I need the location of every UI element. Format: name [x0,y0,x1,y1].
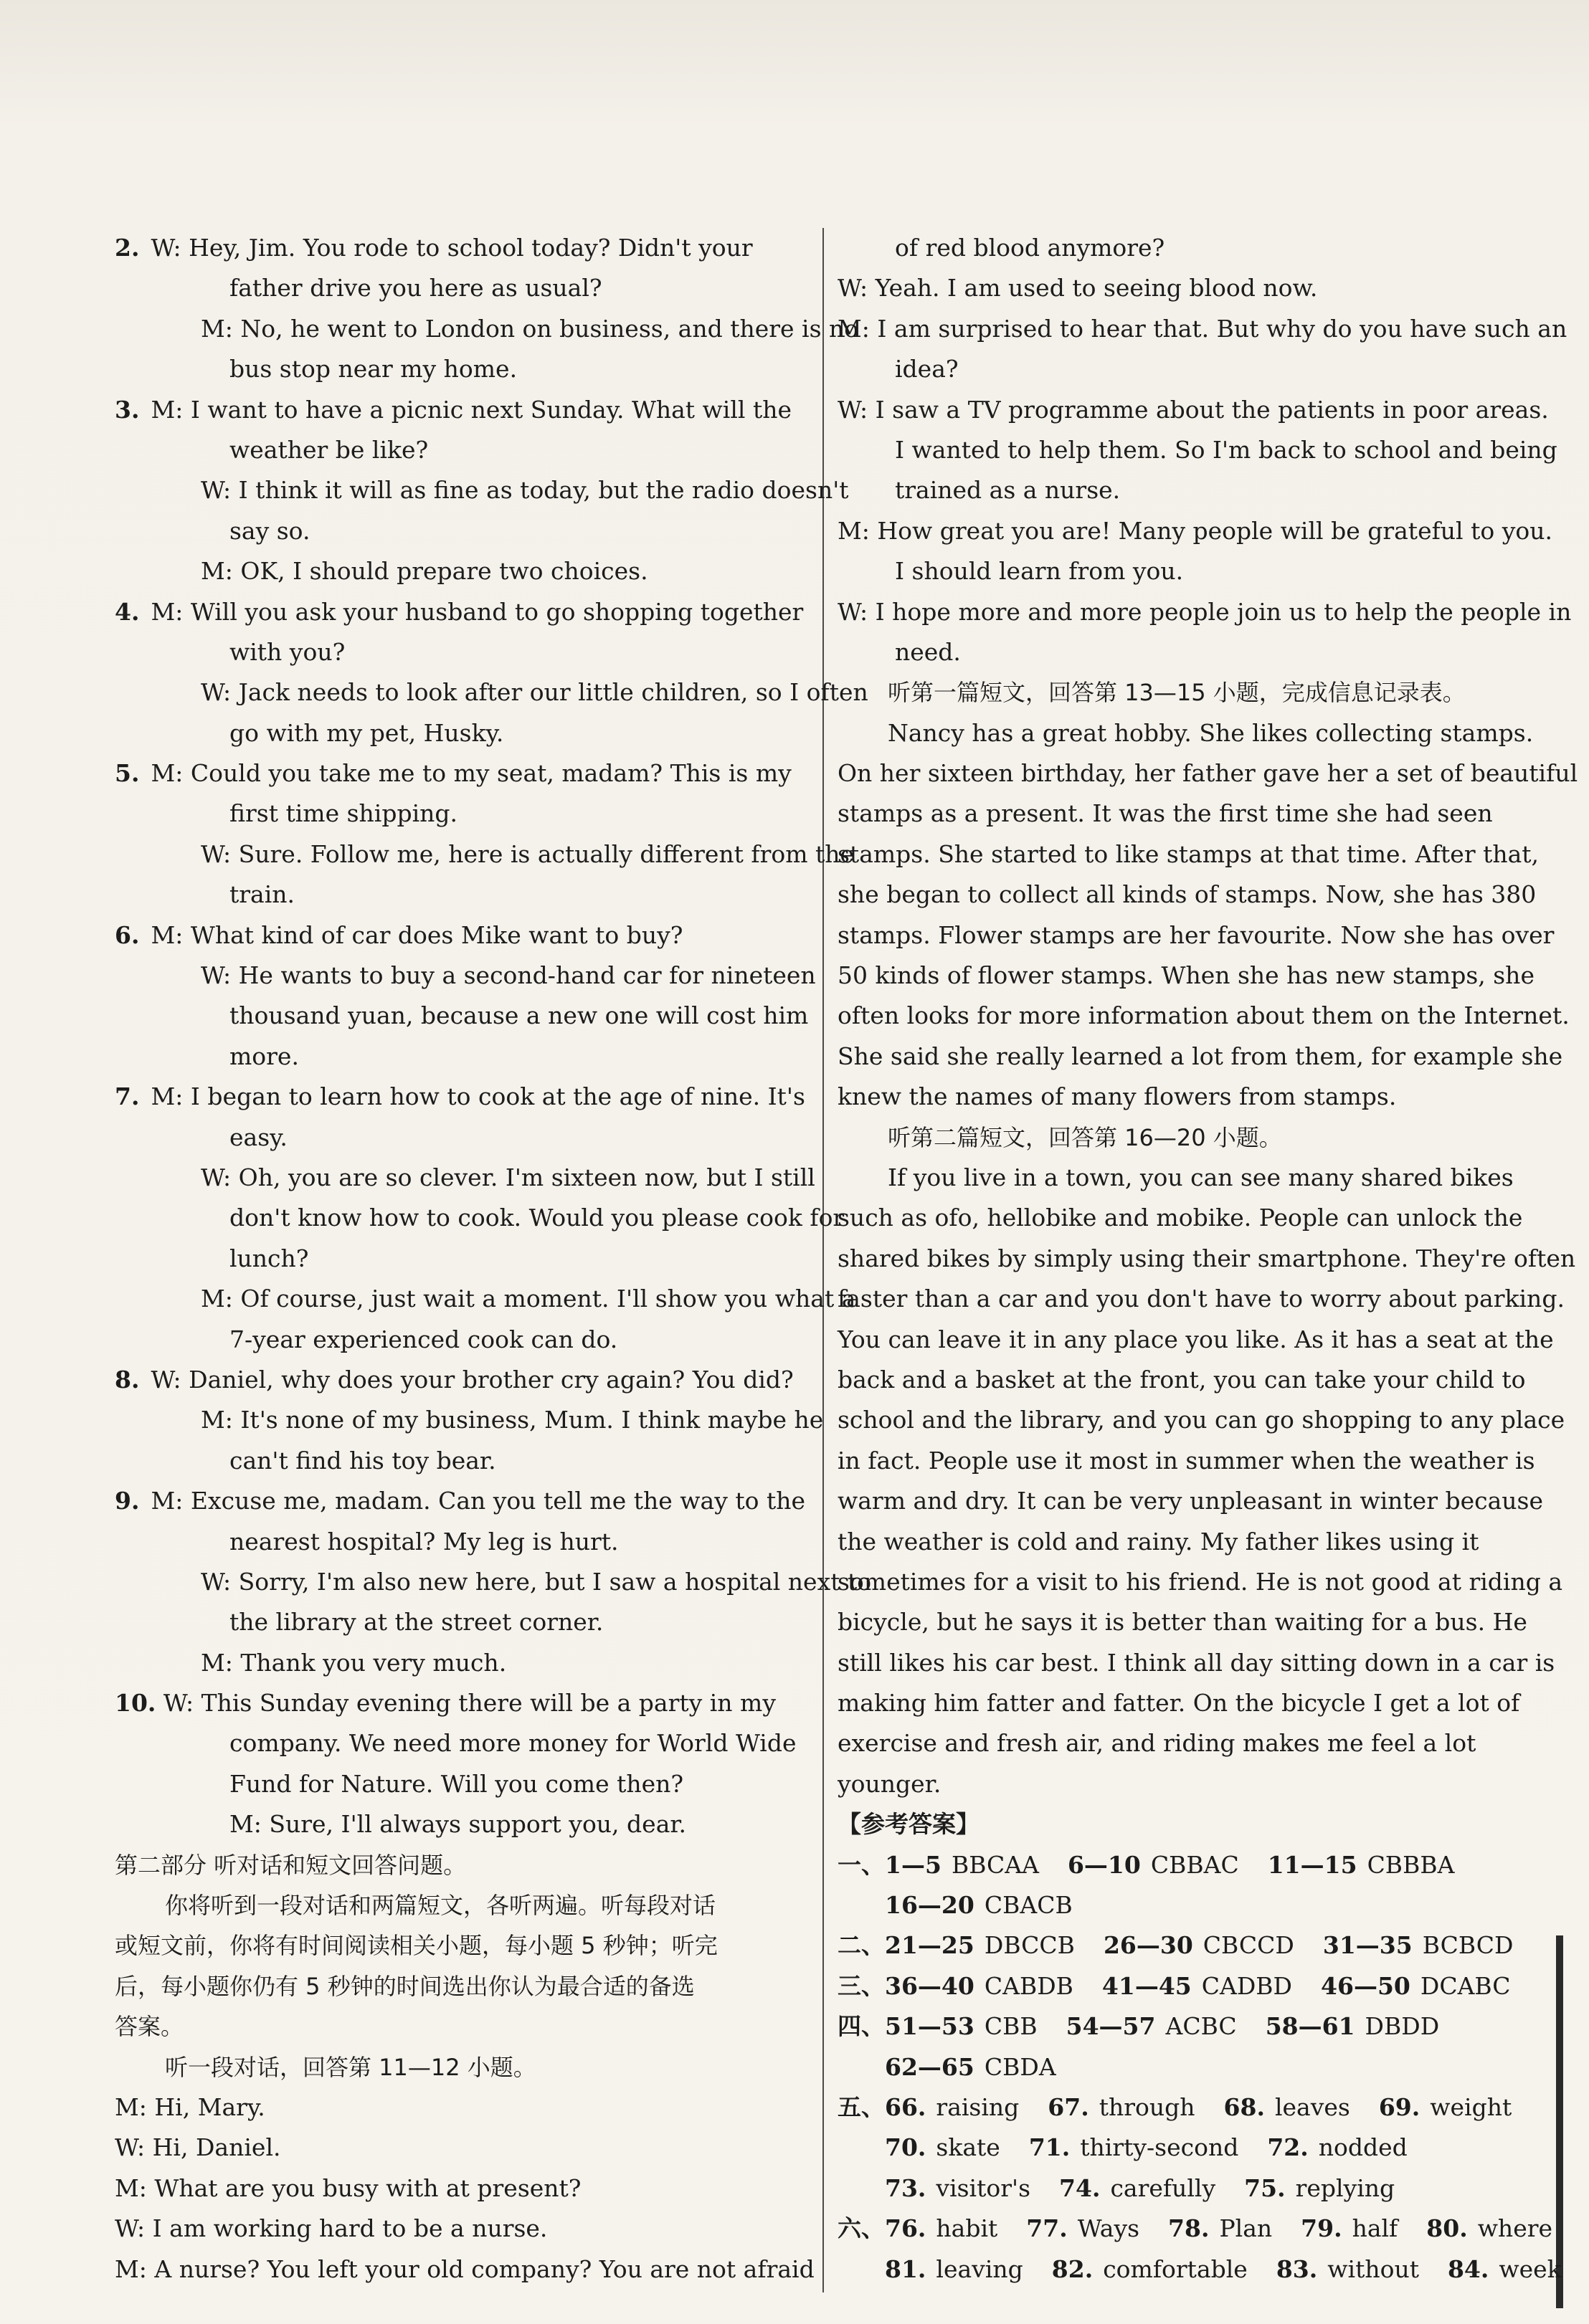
line-text: 7-year experienced cook can do. [229,1325,618,1353]
answer-value: weight [1430,2092,1512,2121]
text-line [838,1602,1527,1642]
line-text: W: Daniel, why does your brother cry again? You did? [151,1365,794,1394]
answer-key: 73. [885,2173,926,2202]
line-text: warm and dry. It can be very unpleasant in winter because [838,1487,1544,1515]
line-text: 答案。 [115,2013,184,2041]
line-text: more. [229,1042,299,1070]
text-line [838,713,1534,753]
text-line [115,1360,803,1400]
line-text: W: He wants to buy a second-hand car for nineteen [201,961,816,990]
text-line [115,309,859,349]
line-text: M: I want to have a picnic next Sunday. What will the [151,395,792,424]
line-text: W: Hey, Jim. You rode to school today? Didn't your [151,234,753,262]
text-line [115,1885,803,1925]
answer-row [838,1966,1510,2006]
text-line [115,349,803,389]
text-line [838,915,1555,956]
text-line [838,1562,1563,1602]
answer-key: 78. [1168,2214,1210,2243]
section-label: 一、 [838,1850,885,1879]
answer-key: 1—5 [885,1850,941,1879]
line-text: If you live in a town, you can see many shared bikes [888,1163,1514,1191]
line-text: M: How great you are! Many people will be grateful to you. [838,516,1552,545]
line-text: On her sixteen birthday, her father gave her a set of beautiful [838,759,1578,788]
line-text: bicycle, but he says it is better than waiting for a bus. He [838,1608,1527,1637]
text-line [115,1279,856,1319]
line-text: Nancy has a great hobby. She likes collecting stamps. [888,718,1534,747]
line-text: in fact. People use it most in summer when the weather is [838,1446,1535,1475]
text-line [838,1643,1555,1683]
line-text: trained as a nurse. [895,476,1121,505]
section-label: 四、 [838,2012,885,2041]
line-text: W: I think it will as fine as today, but the radio doesn't [201,476,849,505]
line-text: I should learn from you. [895,557,1184,586]
text-line [115,956,816,996]
text-line [838,511,1552,551]
text-line [115,875,803,915]
text-line [115,753,803,794]
answer-value: skate [936,2133,1000,2162]
answer-key: 46—50 [1321,1971,1410,2000]
line-text: 后，每小题你仍有 5 秒钟的时间选出你认为最合适的备选 [115,1972,695,2000]
question-number: 8. [115,1365,140,1394]
answer-value: leaving [936,2254,1023,2283]
text-line [838,956,1535,996]
answer-key: 6—10 [1067,1850,1141,1879]
answer-value: CBB [984,2012,1038,2041]
answer-value: visitor's [936,2173,1031,2202]
line-text: stamps. Flower stamps are her favourite. Now she has over [838,920,1555,949]
text-line [838,551,1510,591]
answer-row [838,2128,1510,2168]
line-text: M: No, he went to London on business, and there is no [201,314,859,343]
text-line [838,1239,1576,1279]
line-text: M: Sure, I'll always support you, dear. [229,1810,687,1839]
line-text: the library at the street corner. [229,1608,604,1637]
answer-key: 79. [1301,2214,1342,2243]
text-line [115,1037,803,1077]
line-text: of red blood anymore? [895,234,1165,262]
text-line [115,1602,803,1642]
answer-value: nodded [1318,2133,1408,2162]
answer-key: 51—53 [885,2012,974,2041]
line-text: 听第二篇短文，回答第 16—20 小题。 [888,1123,1282,1151]
line-text: W: Oh, you are so clever. I'm sixteen now, but I still [201,1163,815,1191]
text-line [115,1198,845,1238]
line-text: 你将听到一段对话和两篇短文，各听两遍。听每段对话 [165,1892,716,1920]
text-line [838,470,1510,510]
text-line [115,1077,803,1117]
question-number: 7. [115,1082,140,1111]
answer-row [838,2006,1510,2047]
answer-value: CBACB [984,1891,1073,1920]
text-line [115,470,849,510]
answer-value: without [1327,2254,1419,2283]
answer-key: 82. [1051,2254,1094,2283]
text-line [838,309,1567,349]
text-line [115,1158,815,1198]
answer-value: CBDA [984,2052,1056,2081]
line-text: idea? [895,355,959,384]
text-line [115,713,803,753]
text-line [838,430,1557,470]
text-line [115,996,809,1036]
text-line [838,1158,1514,1198]
line-text: M: A nurse? You left your old company? You are not afraid [115,2254,815,2283]
answer-key: 26—30 [1103,1931,1193,1960]
line-text: 听一段对话，回答第 11—12 小题。 [165,2053,536,2081]
text-line [115,1723,803,1763]
text-line [115,1804,803,1844]
answer-key: 71. [1028,2133,1071,2162]
line-text: with you? [229,637,346,666]
line-text: Fund for Nature. Will you come then? [229,1769,684,1798]
text-line [115,2168,803,2209]
text-line [115,1683,803,1723]
line-text: W: Hi, Daniel. [115,2133,281,2162]
line-text: father drive you here as usual? [229,274,602,303]
line-text: back and a basket at the front, you can take your child to [838,1365,1526,1394]
answer-value: half [1352,2214,1398,2243]
text-line [115,672,868,713]
answer-key: 69. [1378,2092,1420,2121]
text-line [838,349,1510,389]
text-line [115,1118,803,1158]
text-line [838,1279,1565,1319]
answer-value: replying [1295,2173,1395,2202]
text-line [838,996,1570,1036]
line-text: shared bikes by simply using their smartphone. They're often [838,1244,1576,1272]
text-line [838,1037,1563,1077]
line-text: don't know how to cook. Would you please cook for [229,1204,845,1232]
answer-row [838,2249,1562,2290]
line-text: W: This Sunday evening there will be a party in my [163,1689,776,1718]
answer-value: where [1477,2214,1553,2243]
line-text: go with my pet, Husky. [229,718,504,747]
line-text: M: I began to learn how to cook at the age of nine. It's [151,1082,805,1111]
text-line [115,2128,803,2168]
text-line [838,834,1540,875]
answer-value: CADBD [1201,1971,1293,2000]
answer-key: 83. [1276,2254,1318,2283]
answer-key: 36—40 [885,1971,974,2000]
answer-key: 76. [885,2214,926,2243]
line-text: W: Sure. Follow me, here is actually different from the [201,839,855,868]
text-line [115,228,803,268]
answer-value: through [1099,2092,1195,2121]
line-text: bus stop near my home. [229,355,518,384]
answer-row [838,1925,1514,1966]
line-text: she began to collect all kinds of stamps. Now, she has 380 [838,880,1537,909]
line-text: younger. [838,1769,941,1798]
text-line [838,1522,1510,1562]
line-text: school and the library, and you can go shopping to any place [838,1406,1565,1434]
answer-value: CABDB [984,1971,1073,2000]
text-line [115,1400,824,1440]
answer-value: Ways [1077,2214,1140,2243]
section-label: 三、 [838,1971,885,2000]
line-text: stamps. She started to like stamps at that time. After that, [838,839,1540,868]
line-text: say so. [229,516,310,545]
line-text: company. We need more money for World Wide [229,1729,797,1758]
text-line [838,1481,1544,1521]
line-text: thousand yuan, because a new one will cost him [229,1001,809,1030]
answers-heading: 【参考答案】 [838,1810,980,1839]
text-line [115,632,803,672]
answer-value: comfortable [1103,2254,1248,2283]
line-text: M: Hi, Mary. [115,2092,265,2121]
line-text: I wanted to help them. So I'm back to school and being [895,435,1557,464]
text-line [838,1441,1535,1481]
answer-key: 68. [1223,2092,1265,2121]
answer-key: 81. [885,2254,926,2283]
text-line [838,753,1578,794]
line-text: W: Jack needs to look after our little children, so I often [201,678,868,707]
text-line [115,1441,803,1481]
text-line [115,2087,803,2128]
text-line [838,228,1510,268]
line-text: 或短文前，你将有时间阅读相关小题，每小题 5 秒钟；听完 [115,1932,718,1960]
line-text: She said she really learned a lot from them, for example she [838,1042,1563,1070]
text-line [115,2209,803,2249]
line-text: M: Thank you very much. [201,1648,507,1677]
text-line [838,592,1572,632]
line-text: W: I hope more and more people join us to help the people in [838,597,1572,626]
line-text: M: I am surprised to hear that. But why do you have such an [838,314,1567,343]
answer-value: CBBBA [1367,1850,1455,1879]
answer-value: thirty-second [1080,2133,1239,2162]
line-text: W: Yeah. I am used to seeing blood now. [838,274,1318,303]
text-line [838,1683,1520,1723]
line-text: W: Sorry, I'm also new here, but I saw a hospital next to [201,1567,872,1596]
line-text: such as ofo, hellobike and mobike. People can unlock the [838,1204,1523,1232]
line-text: M: Will you ask your husband to go shopping together [151,597,804,626]
line-text: sometimes for a visit to his friend. He is not good at riding a [838,1567,1563,1596]
text-line [115,794,803,834]
text-line [115,1643,803,1683]
text-line [838,1723,1510,1763]
question-number: 10. [115,1689,156,1718]
line-text: You can leave it in any place you like. As it has a seat at the [838,1325,1554,1353]
answer-row [838,2209,1553,2249]
line-text: stamps as a present. It was the first time she had seen [838,799,1493,828]
line-text: M: What are you busy with at present? [115,2173,582,2202]
answer-key: 16—20 [885,1891,974,1920]
text-line [115,834,855,875]
text-line [115,1845,803,1885]
answer-value: Plan [1219,2214,1273,2243]
text-line [115,915,803,956]
question-number: 4. [115,597,140,626]
text-line [838,632,1510,672]
answer-key: 70. [885,2133,926,2162]
line-text: first time shipping. [229,799,458,828]
line-text: need. [895,637,961,666]
column-divider [822,228,824,2292]
answer-value: carefully [1110,2173,1216,2202]
answer-value: BCBCD [1422,1931,1514,1960]
line-text: M: Of course, just wait a moment. I'll show you what a [201,1285,856,1313]
text-line [115,1562,872,1602]
text-line [838,1077,1510,1117]
line-text: M: Excuse me, madam. Can you tell me the way to the [151,1487,805,1515]
answer-value: ACBC [1165,2012,1237,2041]
answer-row [838,2047,1510,2087]
text-line [115,1925,803,1966]
answer-key: 80. [1426,2214,1468,2243]
answer-value: CBCCD [1203,1931,1294,1960]
text-line [115,1320,803,1360]
answer-key: 58—61 [1265,2012,1355,2041]
question-number: 9. [115,1487,140,1515]
answer-row [838,2087,1510,2128]
text-line [115,268,803,308]
line-text: can't find his toy bear. [229,1446,496,1475]
text-line [115,1966,803,2006]
text-line [838,794,1510,834]
section-label: 五、 [838,2092,885,2121]
text-line [838,672,1510,713]
answer-value: CBBAC [1150,1850,1239,1879]
answer-value: leaves [1274,2092,1350,2121]
text-line [115,1239,803,1279]
text-line [115,1481,803,1521]
line-text: W: I saw a TV programme about the patients in poor areas. [838,395,1549,424]
line-text: M: Could you take me to my seat, madam? This is my [151,759,792,788]
answer-key: 11—15 [1267,1850,1357,1879]
line-text: faster than a car and you don't have to worry about parking. [838,1285,1565,1313]
text-line [115,592,803,632]
line-text: 第二部分 听对话和短文回答问题。 [115,1851,467,1879]
line-text: M: It's none of my business, Mum. I think maybe he [201,1406,824,1434]
line-text: making him fatter and fatter. On the bicycle I get a lot of [838,1689,1520,1718]
section-label: 六、 [838,2214,885,2243]
line-text: W: I am working hard to be a nurse. [115,2214,548,2243]
left-column [115,228,872,2290]
line-text: M: OK, I should prepare two choices. [201,557,648,586]
answer-value: BBCAA [951,1850,1039,1879]
question-number: 3. [115,395,140,424]
answer-key: 41—45 [1101,1971,1192,2000]
text-line [115,2047,803,2087]
text-line [838,1764,1510,1804]
answer-key: 21—25 [885,1931,974,1960]
text-line [838,1360,1526,1400]
text-line [115,1764,803,1804]
text-line [838,1118,1510,1158]
line-text: lunch? [229,1244,309,1272]
answer-key: 74. [1059,2173,1101,2202]
line-text: often looks for more information about them on the Internet. [838,1001,1570,1030]
text-line [115,1522,803,1562]
answer-key: 84. [1447,2254,1489,2283]
line-text: nearest hospital? My leg is hurt. [229,1527,619,1556]
line-text: still likes his car best. I think all day sitting down in a car is [838,1648,1555,1677]
answer-row [838,2168,1510,2209]
line-text: M: What kind of car does Mike want to buy? [151,920,683,949]
text-line [838,875,1537,915]
question-number: 6. [115,920,140,949]
line-text: weather be like? [229,435,429,464]
answer-value: habit [936,2214,998,2243]
answer-row [838,1845,1510,1885]
line-text: the weather is cold and rainy. My father likes using it [838,1527,1479,1556]
text-line [838,268,1510,308]
answer-value: raising [936,2092,1020,2121]
text-line [838,1400,1565,1440]
answer-row [838,1885,1510,1925]
answer-key: 67. [1048,2092,1089,2121]
text-line [115,2249,815,2290]
answer-key: 31—35 [1322,1931,1413,1960]
text-line [115,430,803,470]
answer-value: week [1499,2254,1562,2283]
text-line [838,1198,1523,1238]
text-line [838,390,1549,430]
line-text: 听第一篇短文，回答第 13—15 小题，完成信息记录表。 [888,679,1466,707]
answer-value: DCABC [1420,1971,1511,2000]
line-text: train. [229,880,295,909]
line-text: 50 kinds of flower stamps. When she has new stamps, she [838,961,1535,990]
text-line [115,551,803,591]
question-number: 2. [115,234,140,262]
answer-key: 77. [1026,2214,1068,2243]
answer-value: DBDD [1365,2012,1440,2041]
answer-key: 62—65 [885,2052,974,2081]
answer-key: 54—57 [1066,2012,1156,2041]
right-column [838,228,1578,2290]
answer-key: 72. [1267,2133,1309,2162]
answer-value: DBCCB [984,1931,1075,1960]
line-text: easy. [229,1123,288,1151]
section-label: 二、 [838,1931,885,1960]
question-number: 5. [115,759,140,788]
text-line [115,390,803,430]
answer-key: 66. [885,2092,926,2121]
text-line [115,2006,803,2047]
line-text: knew the names of many flowers from stamps. [838,1082,1397,1111]
text-line [838,1320,1554,1360]
text-line [115,511,803,551]
answer-key: 75. [1244,2173,1286,2202]
line-text: exercise and fresh air, and riding makes me feel a lot [838,1729,1476,1758]
